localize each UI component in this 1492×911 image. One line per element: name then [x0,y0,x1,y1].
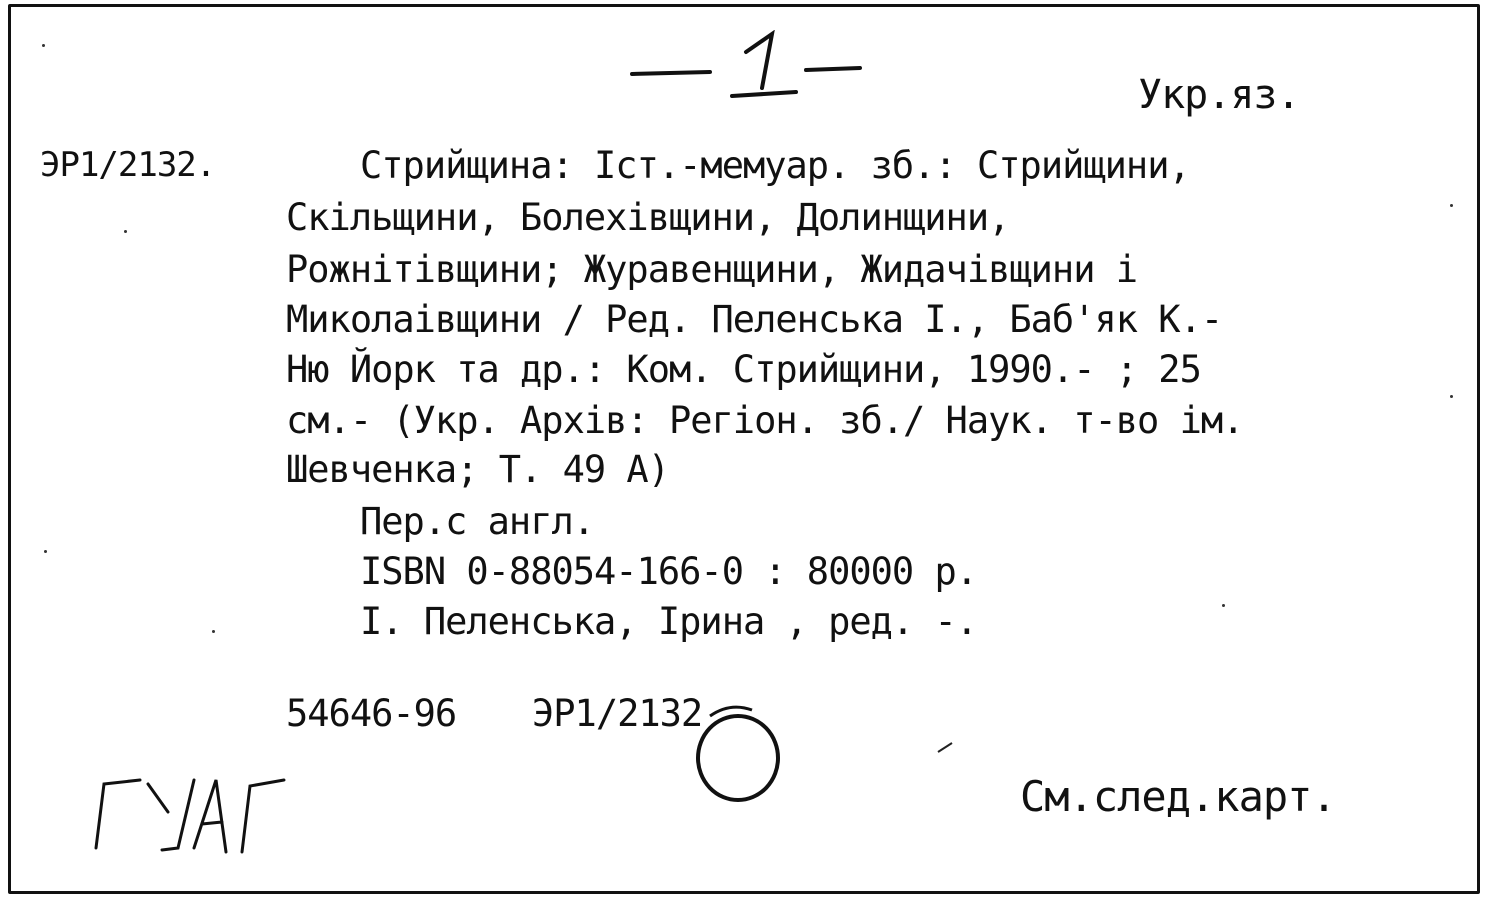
description-line-2: Скільщини, Болехівщини, Долинщини, [286,196,1010,239]
description-line-5: Ню Йорк та др.: Ком. Стрийщини, 1990.- ; 25 [286,348,1201,391]
speck [212,630,215,633]
language-note: Укр.яз. [1138,72,1300,118]
speck [42,44,45,47]
description-line-1: Стрийщина: Іст.-мемуар. зб.: Стрийщини, [360,144,1190,187]
accession-number: 54646-96 [286,692,457,735]
translation-note: Пер.с англ. [360,500,595,543]
description-line-4: Миколаівщини / Ред. Пеленська І., Баб'як К.- [286,298,1223,341]
continuation-note: См.след.карт. [1020,772,1336,821]
speck [1450,204,1453,207]
description-line-3: Рожнітівщини; Журавенщини, Жидачівщини і [286,248,1138,291]
added-entry: І. Пеленська, Ірина , ред. -. [360,600,978,643]
description-line-7: Шевченка; Т. 49 А) [286,448,669,491]
circle-mark [690,696,790,806]
isbn-price: ISBN 0-88054-166-0 : 80000 р. [360,550,978,593]
speck [1222,604,1225,607]
page-number-handwritten [628,30,868,110]
shelf-mark-repeat: ЭР1/2132 [532,692,703,735]
pen-stroke [936,740,956,754]
handwritten-stamp [84,768,294,858]
speck [44,550,47,553]
speck [124,230,127,233]
shelf-mark: ЭР1/2132. [40,145,216,185]
speck [1450,395,1453,398]
description-line-6: см.- (Укр. Архів: Регіон. зб./ Наук. т-во ім. [286,399,1244,442]
